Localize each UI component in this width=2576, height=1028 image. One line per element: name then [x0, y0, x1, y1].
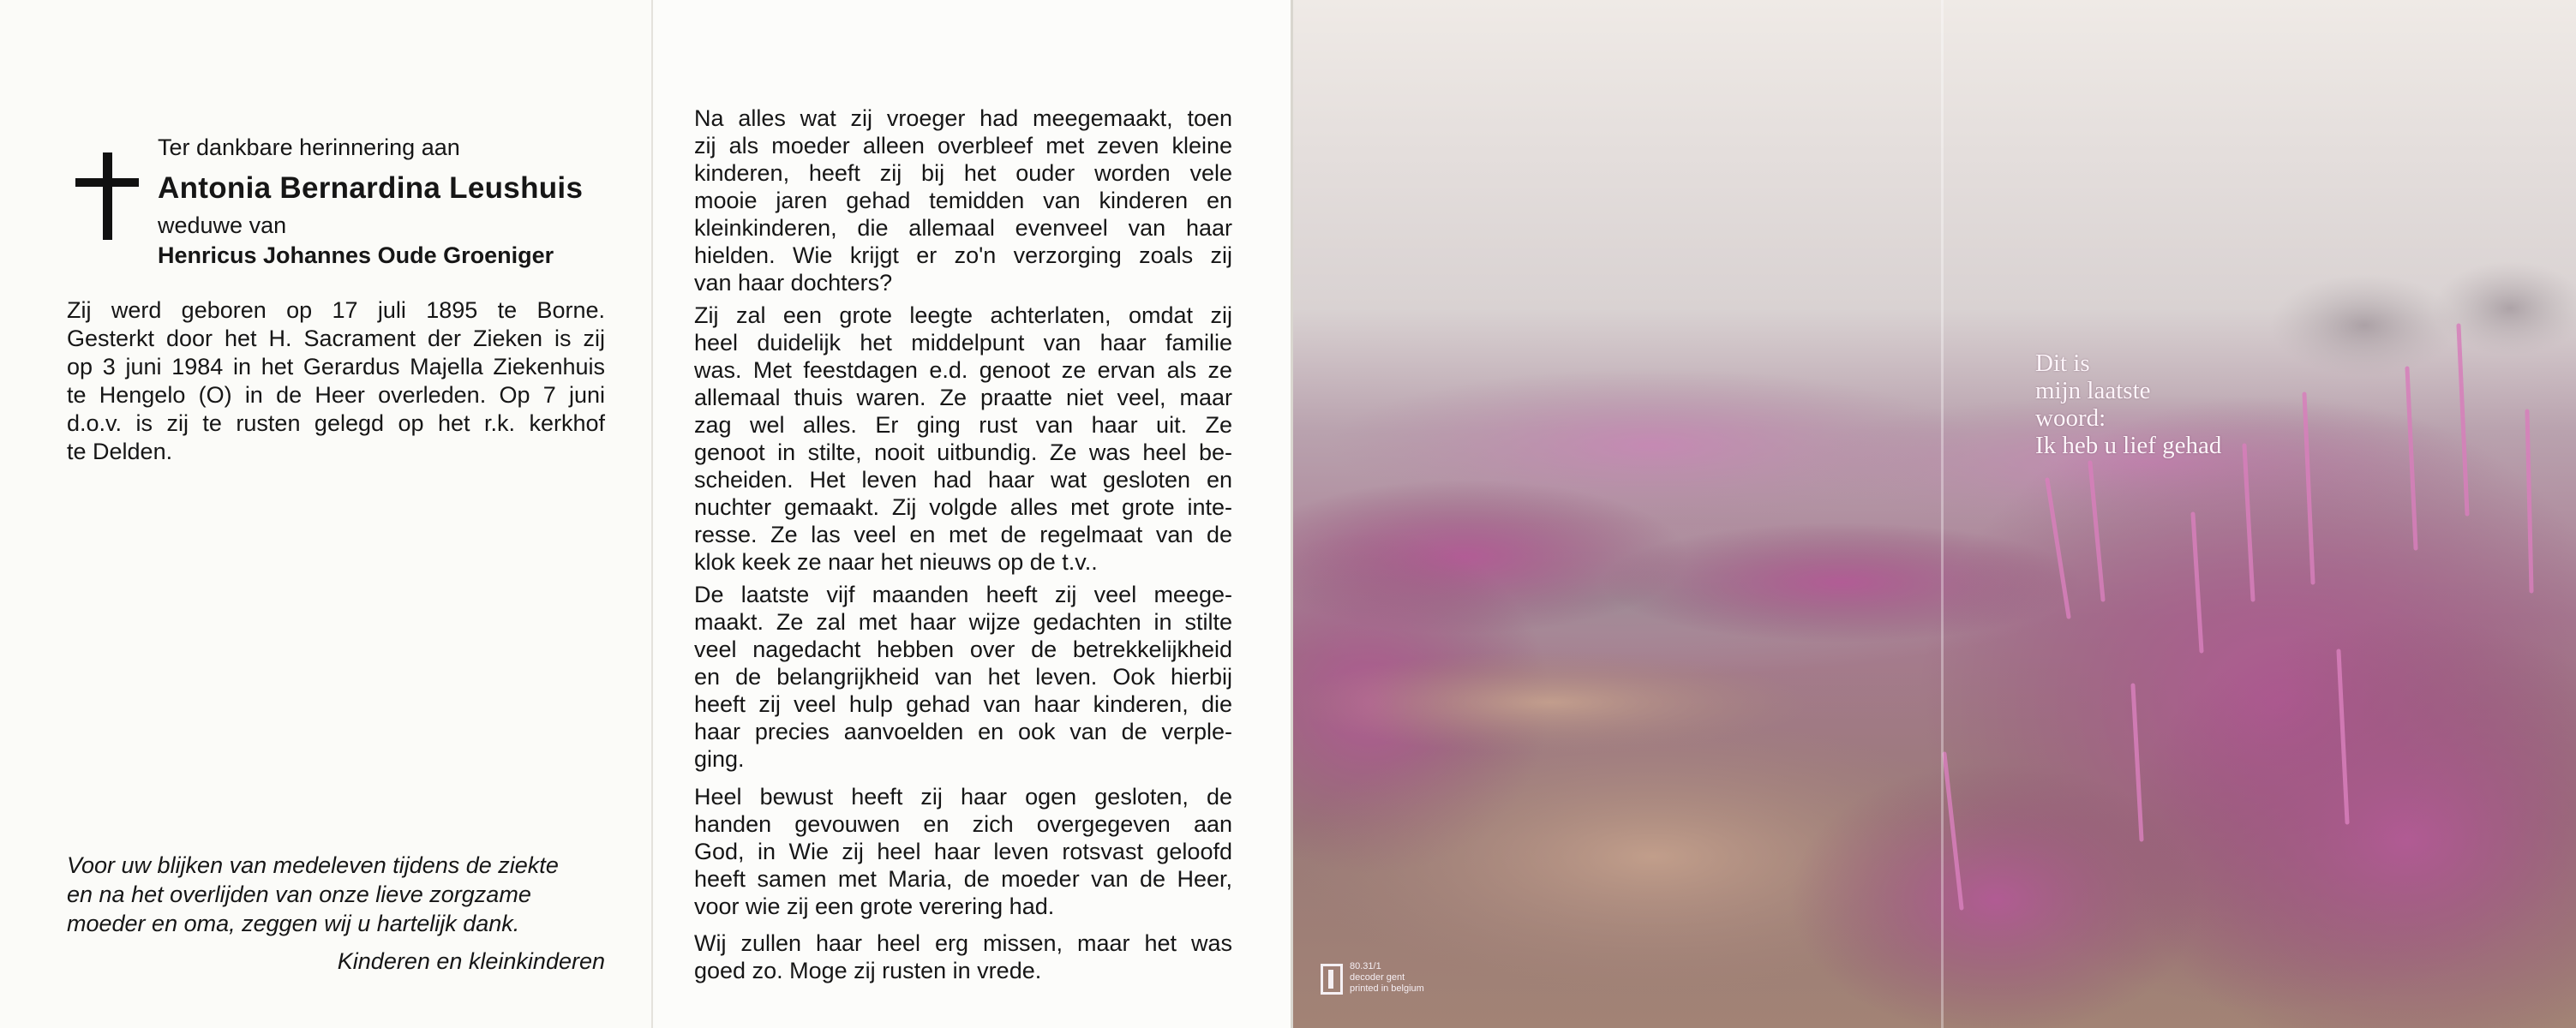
cross-icon	[75, 152, 139, 240]
heather-landscape-image	[1293, 0, 2576, 1028]
husband-name: Henricus Johannes Oude Groeniger	[158, 242, 554, 268]
biography-text: Zij werd geboren op 17 juli 1895 te Borne. Gesterkt door het H. Sacrament der Zieken is zij op 3 juni 1984 in het Gerardus Majella Ziekenhuis te Hengelo (O) in de Heer overleden. Op 7 juni d.o.v. is zij te rusten gelegd op het r.k. kerkhof te Delden.	[67, 297, 605, 464]
card-fold-line	[1941, 0, 1944, 1028]
printer-logo-icon	[1321, 964, 1343, 995]
paragraph-3: De laatste vijf maanden heeft zij veel meege- maakt. Ze zal met haar wijze gedachten in stilte veel nagedacht hebben over de betrekkelijkheid en de belangrijkheid van het leven. Ook hierbij heeft zij veel hulp gehad van haar kinderen, die haar precies aanvoelden en ook van de verple- ging.	[694, 582, 1232, 772]
paragraph-1: Na alles wat zij vroeger had meegemaakt, toen zij als moeder alleen overbleef met zeven kleine kinderen, heeft zij bij het ouder worden vele mooie jaren gehad temidden van kinderen en kleinkinderen, die allemaal evenveel van haar hielden. Wie krijgt er zo'n verzorging zoals zij van haar dochters?	[694, 105, 1232, 296]
deceased-name: Antonia Bernardina Leushuis	[158, 171, 584, 205]
card-left-panel	[0, 0, 651, 1028]
intro-text: Ter dankbare herinnering aan	[158, 134, 460, 160]
thanks-text: Voor uw blijken van medeleven tijdens de ziekte en na het overlijden van onze lieve zorgzame moeder en oma, zeggen wij u hartelijk dank.	[67, 852, 559, 936]
paragraph-4: Heel bewust heeft zij haar ogen gesloten, de handen gevouwen en zich overgegeven aan God, in Wie zij heel haar leven rotsvast geloofd heeft samen met Maria, de moeder van de Heer, voor wie zij een grote verering had.	[694, 784, 1232, 919]
printer-imprint: 80.31/1 decoder gent printed in belgium	[1350, 961, 1424, 994]
paragraph-5: Wij zullen haar heel erg missen, maar het was goed zo. Moge zij rusten in vrede.	[694, 930, 1232, 983]
widow-of-text: weduwe van	[158, 212, 287, 238]
heather-photo-panel	[1291, 0, 2576, 1028]
signature-text: Kinderen en kleinkinderen	[337, 948, 605, 974]
paragraph-2: Zij zal een grote leegte achterlaten, omdat zij heel duidelijk het middelpunt van haar familie was. Met feestdagen e.d. genoot ze ervan als ze allemaal thuis waren. Ze praatte niet veel, maar zag wel alles. Er ging rust van haar uit. Ze genoot in stilte, nooit uitbundig. Ze was heel be- scheiden. Het leven had haar wat gesloten en nuchter gemaakt. Zij volgde alles met grote inte- resse. Ze las veel en met de regelmaat van de klok keek ze naar het nieuws op de t.v..	[694, 302, 1232, 575]
card-middle-panel	[651, 0, 1291, 1028]
quote-text: Dit is mijn laatste woord: Ik heb u lief gehad	[2035, 350, 2222, 459]
